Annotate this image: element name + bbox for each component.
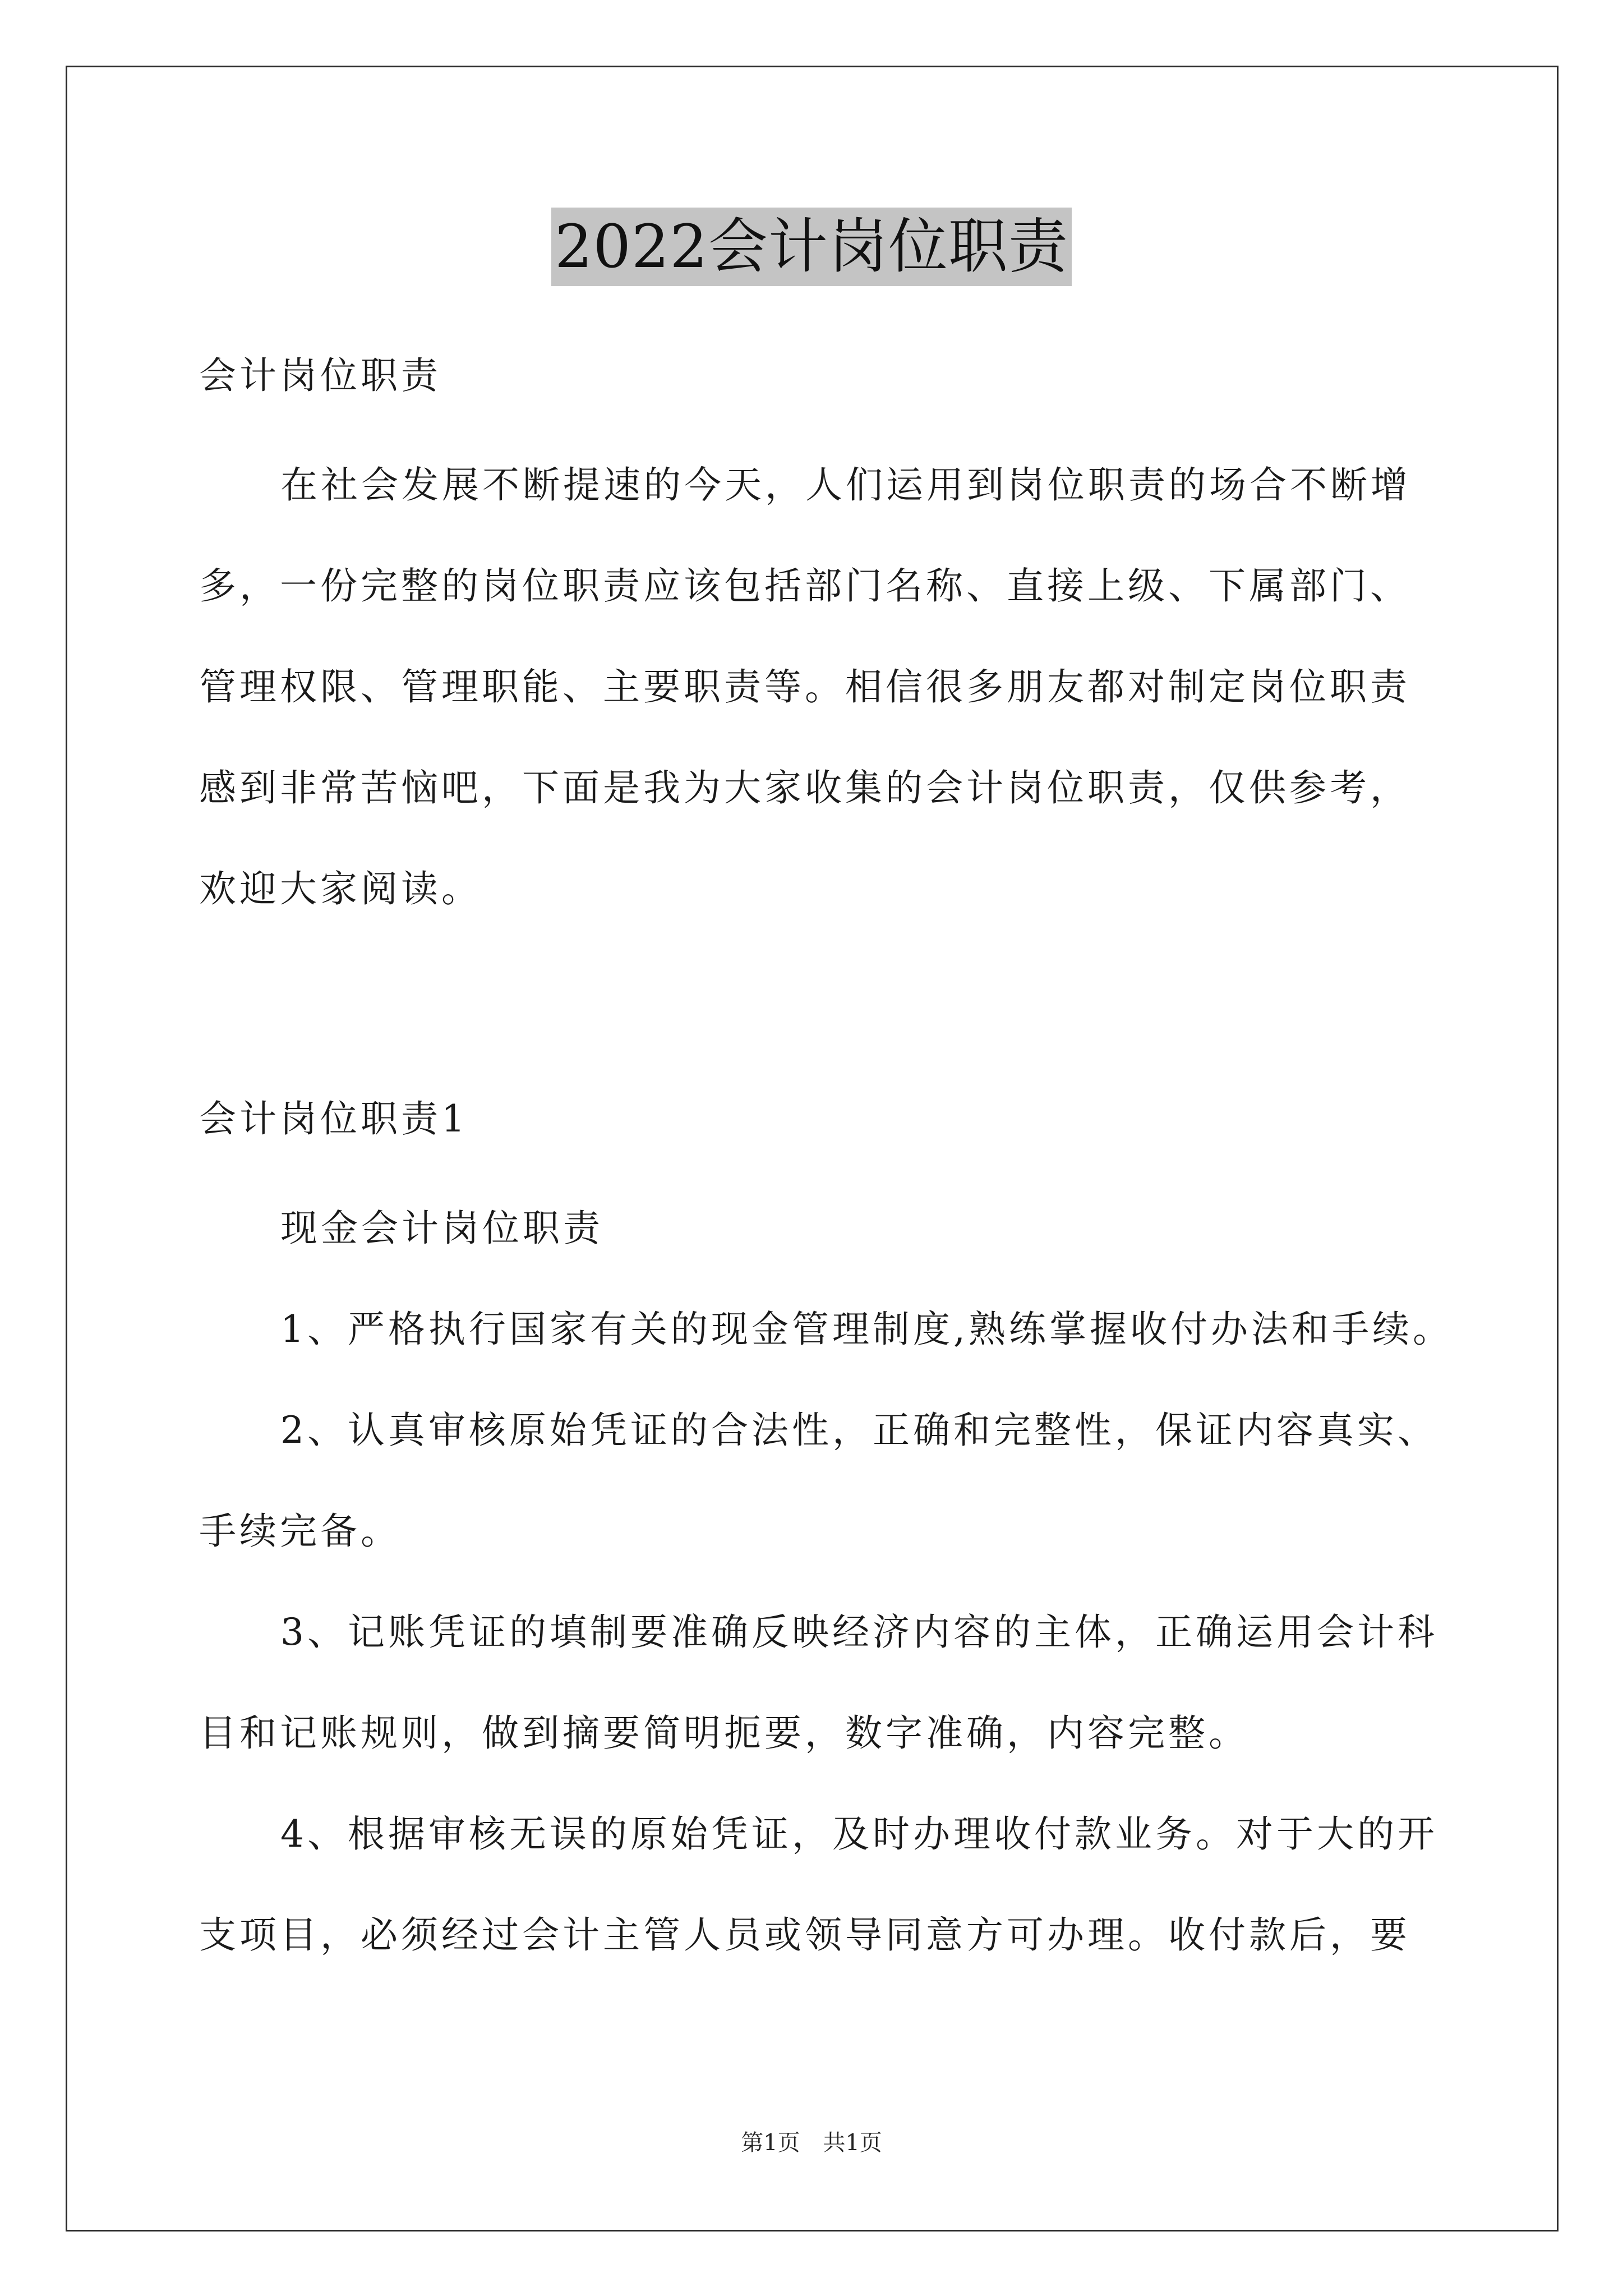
title-container — [0, 208, 1623, 286]
list-item: 4、根据审核无误的原始凭证，及时办理收付款业务。对于大的开 — [280, 1812, 1438, 1856]
list-item: 3、记账凭证的填制要准确反映经济内容的主体，正确运用会计科 — [280, 1611, 1438, 1654]
body-line: 支项目，必须经过会计主管人员或领导同意方可办理。收付款后，要 — [199, 1913, 1410, 1957]
subsection-heading: 现金会计岗位职责 — [280, 1207, 603, 1250]
list-item: 2、认真审核原始凭证的合法性，正确和完整性，保证内容真实、 — [280, 1409, 1438, 1452]
body-line: 感到非常苦恼吧，下面是我为大家收集的会计岗位职责，仅供参考， — [199, 766, 1410, 809]
body-line: 目和记账规则，做到摘要简明扼要，数字准确，内容完整。 — [199, 1711, 1249, 1755]
body-line: 在社会发展不断提速的今天，人们运用到岗位职责的场合不断增 — [280, 463, 1411, 507]
body-line: 欢迎大家阅读。 — [199, 867, 482, 910]
body-line: 手续完备。 — [199, 1510, 401, 1553]
body-line: 多，一份完整的岗位职责应该包括部门名称、直接上级、下属部门、 — [199, 564, 1410, 608]
document-title: 2022会计岗位职责 — [551, 208, 1072, 286]
section-heading: 会计岗位职责1 — [199, 1097, 468, 1140]
section-heading: 会计岗位职责 — [199, 354, 441, 397]
page-number-total: 共1页 — [823, 2130, 882, 2156]
page-number-current: 第1页 — [741, 2130, 800, 2156]
body-line: 管理权限、管理职能、主要职责等。相信很多朋友都对制定岗位职责 — [199, 665, 1410, 708]
list-item: 1、严格执行国家有关的现金管理制度,熟练掌握收付办法和手续。 — [280, 1308, 1453, 1351]
page-footer — [0, 2126, 1623, 2160]
